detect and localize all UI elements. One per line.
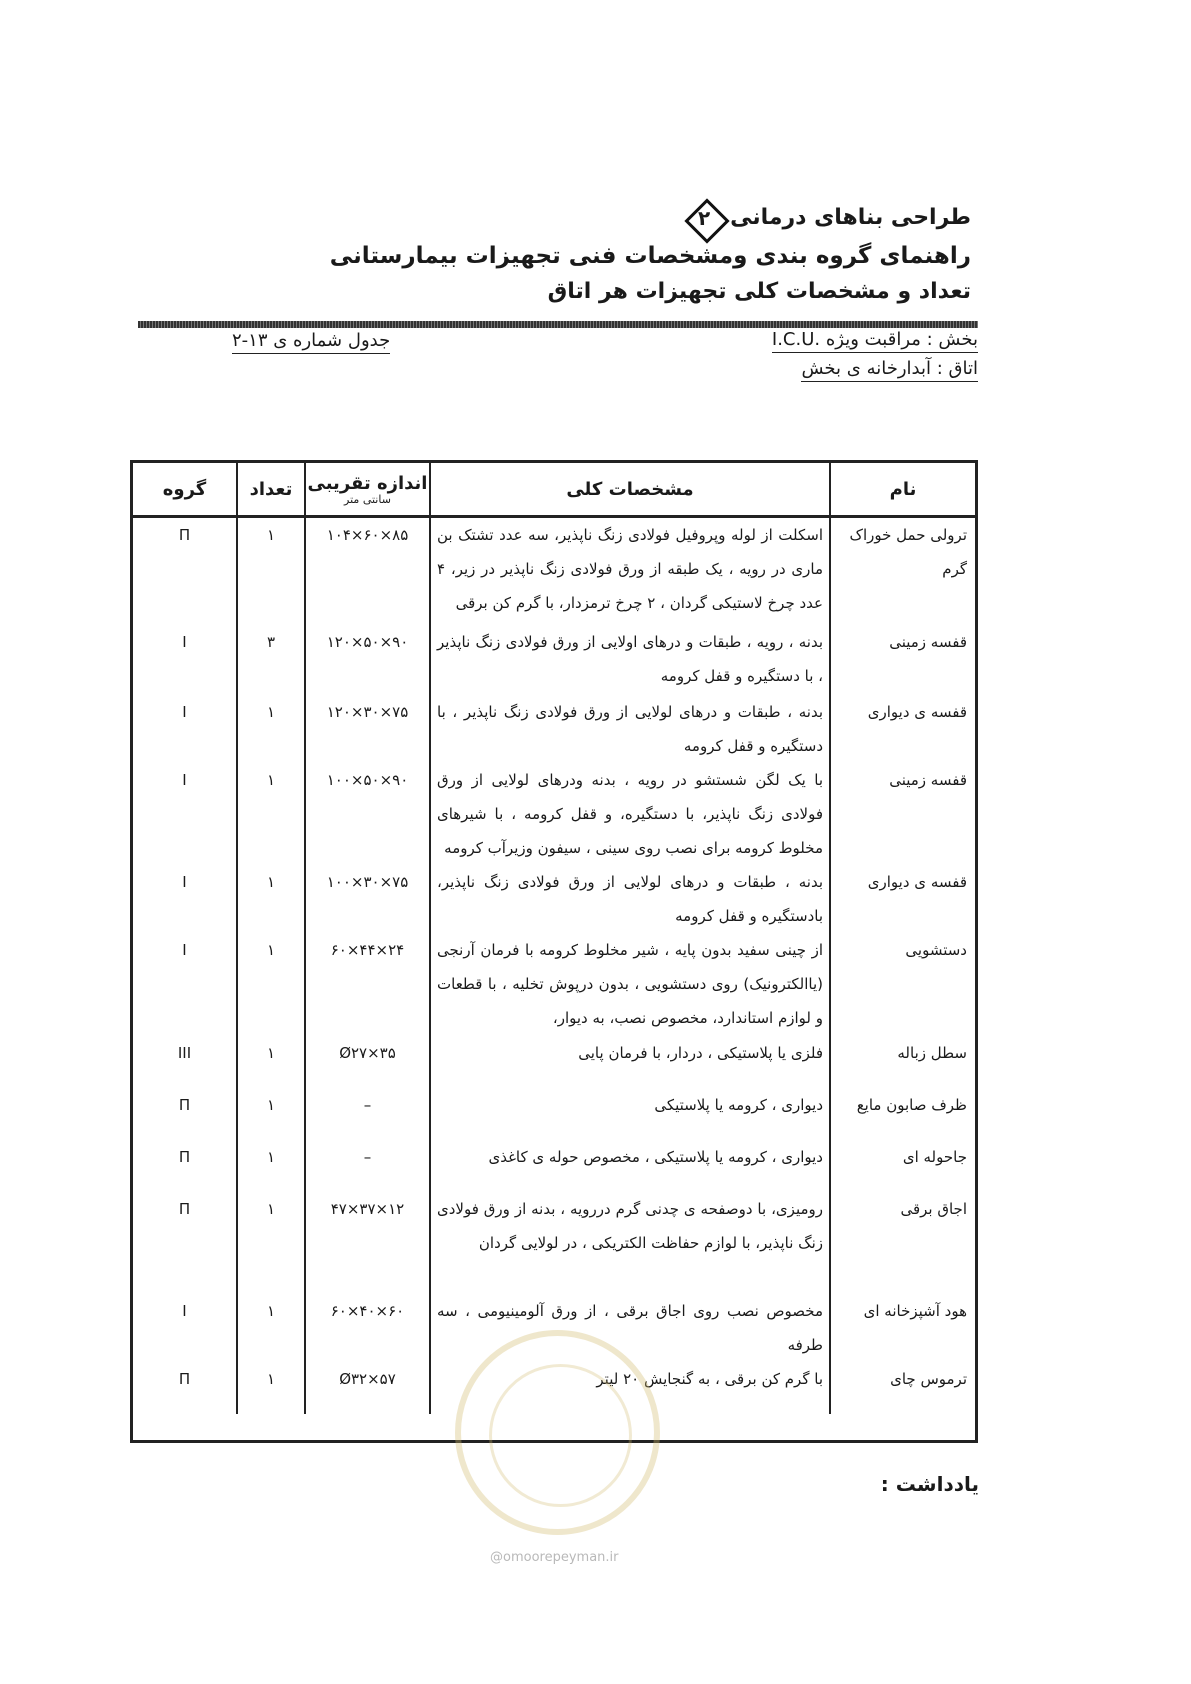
cell-name: قفسه زمینی — [830, 625, 975, 695]
cell-count: ۱ — [237, 865, 305, 933]
cell-group: I — [182, 940, 187, 959]
cell-spec: رومیزی، با دوصفحه ی چدنی گرم دررویه ، بدنه از ورق فولادی زنگ ناپذیر، با لوازم حفاظت الکتریکی ، در لولایی گردان — [430, 1192, 830, 1294]
header-size — [305, 463, 430, 517]
header-subtitle-2: تعداد و مشخصات کلی تجهیزات هر اتاق — [547, 279, 971, 304]
header-size-label: اندازه تقریبی — [307, 472, 428, 494]
watermark-text: @omoorepeyman.ir — [490, 1550, 619, 1565]
badge-number: ۲ — [697, 206, 711, 230]
table-row — [133, 1192, 975, 1294]
header-subtitle: راهنمای گروه بندی ومشخصات فنی تجهیزات بیمارستانی — [329, 243, 971, 269]
cell-group: Π — [178, 1095, 191, 1114]
cell-spec: فلزی یا پلاستیکی ، دردار، با فرمان پایی — [430, 1036, 830, 1088]
cell-group: Π — [178, 1369, 191, 1388]
cell-size: Ø۳۲×۵۷ — [305, 1362, 430, 1414]
table-row — [133, 517, 975, 625]
cell-size: ۶۰×۴۰×۶۰ — [305, 1294, 430, 1362]
cell-count: ۱ — [237, 517, 305, 625]
cell-size: ۶۰×۴۴×۲۴ — [305, 933, 430, 1036]
cell-spec: از چینی سفید بدون پایه ، شیر مخلوط کرومه با فرمان آرنجی (یاالکترونیک) روی دستشویی ، بدون درپوش تخلیه ، با قطعات و لوازم استاندارد، مخصوص نصب، به دیوار، — [430, 933, 830, 1036]
table-row — [133, 1088, 975, 1140]
table-row — [133, 865, 975, 933]
cell-name: قفسه ی دیواری — [830, 695, 975, 763]
note-label: یادداشت : — [880, 1472, 979, 1496]
cell-count: ۱ — [237, 695, 305, 763]
cell-count: ۱ — [237, 1140, 305, 1192]
cell-group: Π — [178, 526, 191, 544]
table-row — [133, 1140, 975, 1192]
cell-name: ترموس چای — [830, 1362, 975, 1414]
header-group: گروه — [133, 463, 237, 517]
cell-size: ۱۰۰×۳۰×۷۵ — [305, 865, 430, 933]
cell-group: I — [182, 702, 187, 721]
cell-name: هود آشپزخانه ای — [830, 1294, 975, 1362]
cell-group: Π — [178, 1147, 191, 1166]
equipment-table — [130, 460, 978, 1443]
cell-size: ۱۲۰×۳۰×۷۵ — [305, 695, 430, 763]
header-title-row — [211, 198, 971, 238]
header-count: تعداد — [237, 463, 305, 517]
cell-group: III — [177, 1043, 192, 1062]
room-label: اتاق : آبدارخانه ی بخش — [801, 358, 978, 382]
cell-name: سطل زباله — [830, 1036, 975, 1088]
header-title: طراحی بناهای درمانی — [730, 205, 971, 230]
cell-count: ۱ — [237, 933, 305, 1036]
table-row — [133, 625, 975, 695]
cell-name: دستشویی — [830, 933, 975, 1036]
cell-size: ۱۰۰×۵۰×۹۰ — [305, 763, 430, 865]
cell-name: ظرف صابون مایع — [830, 1088, 975, 1140]
cell-spec: دیواری ، کرومه یا پلاستیکی — [430, 1088, 830, 1140]
table-row — [133, 695, 975, 763]
cell-name: قفسه ی دیواری — [830, 865, 975, 933]
cell-spec: اسکلت از لوله وپروفیل فولادی زنگ ناپذیر، سه عدد تشتک بن ماری در رویه ، یک طبقه از ورق فولادی زنگ ناپذیر در زیر، ۴ عدد چرخ لاستیکی گردان ، ۲ چرخ ترمزدار، با گرم کن برقی — [430, 517, 830, 625]
cell-size: – — [305, 1140, 430, 1192]
cell-name: ترولی حمل خوراک گرم — [830, 517, 975, 625]
cell-spec: با یک لگن شستشو در رویه ، بدنه ودرهای لولایی از ورق فولادی زنگ ناپذیر، با دستگیره، و قفل کرومه ، با شیرهای مخلوط کرومه برای نصب روی سینی ، سیفون وزیرآب کرومه — [430, 763, 830, 865]
header-name: نام — [830, 463, 975, 517]
cell-size: ۱۰۴×۶۰×۸۵ — [305, 517, 430, 625]
cell-size: ۴۷×۳۷×۱۲ — [305, 1192, 430, 1294]
watermark-seal-icon — [455, 1330, 660, 1535]
cell-group: Π — [178, 1199, 191, 1218]
cell-group: I — [182, 1301, 187, 1320]
header-divider — [138, 321, 978, 328]
cell-count: ۱ — [237, 763, 305, 865]
cell-spec: بدنه ، طبقات و درهای لولایی از ورق فولادی زنگ ناپذیر ، با دستگیره و قفل کرومه — [430, 695, 830, 763]
cell-size: – — [305, 1088, 430, 1140]
cell-count: ۱ — [237, 1036, 305, 1088]
diamond-badge-icon — [684, 198, 724, 238]
cell-name: اجاق برقی — [830, 1192, 975, 1294]
section-label: بخش : مراقبت ویژه .I.C.U — [772, 329, 978, 353]
table-header-row — [133, 463, 975, 517]
document-header — [211, 198, 971, 310]
cell-count: ۱ — [237, 1088, 305, 1140]
header-spec: مشخصات کلی — [430, 463, 830, 517]
cell-spec: با گرم کن برقی ، به گنجایش ۲۰ لیتر — [430, 1362, 830, 1414]
cell-group: I — [182, 770, 187, 789]
table-row — [133, 933, 975, 1036]
cell-count: ۱ — [237, 1362, 305, 1414]
cell-group: I — [182, 872, 187, 891]
cell-name: جاحوله ای — [830, 1140, 975, 1192]
cell-spec: بدنه ، رویه ، طبقات و درهای اولایی از ورق فولادی زنگ ناپذیر ، با دستگیره و قفل کرومه — [430, 625, 830, 695]
cell-spec: مخصوص نصب روی اجاق برقی ، از ورق آلومینیومی ، سه طرفه — [430, 1294, 830, 1362]
table-row — [133, 1036, 975, 1088]
cell-group: I — [182, 632, 187, 651]
table-number: جدول شماره ی ۱۳-۲ — [232, 330, 390, 354]
cell-spec: بدنه ، طبقات و درهای لولایی از ورق فولادی زنگ ناپذیر، بادستگیره و قفل کرومه — [430, 865, 830, 933]
cell-spec: دیواری ، کرومه یا پلاستیکی ، مخصوص حوله ی کاغذی — [430, 1140, 830, 1192]
cell-size: ۱۲۰×۵۰×۹۰ — [305, 625, 430, 695]
header-size-unit: سانتی متر — [344, 492, 391, 506]
cell-size: Ø۲۷×۳۵ — [305, 1036, 430, 1088]
table-row — [133, 763, 975, 865]
cell-count: ۳ — [237, 625, 305, 695]
cell-name: قفسه زمینی — [830, 763, 975, 865]
cell-count: ۱ — [237, 1192, 305, 1294]
cell-count: ۱ — [237, 1294, 305, 1362]
